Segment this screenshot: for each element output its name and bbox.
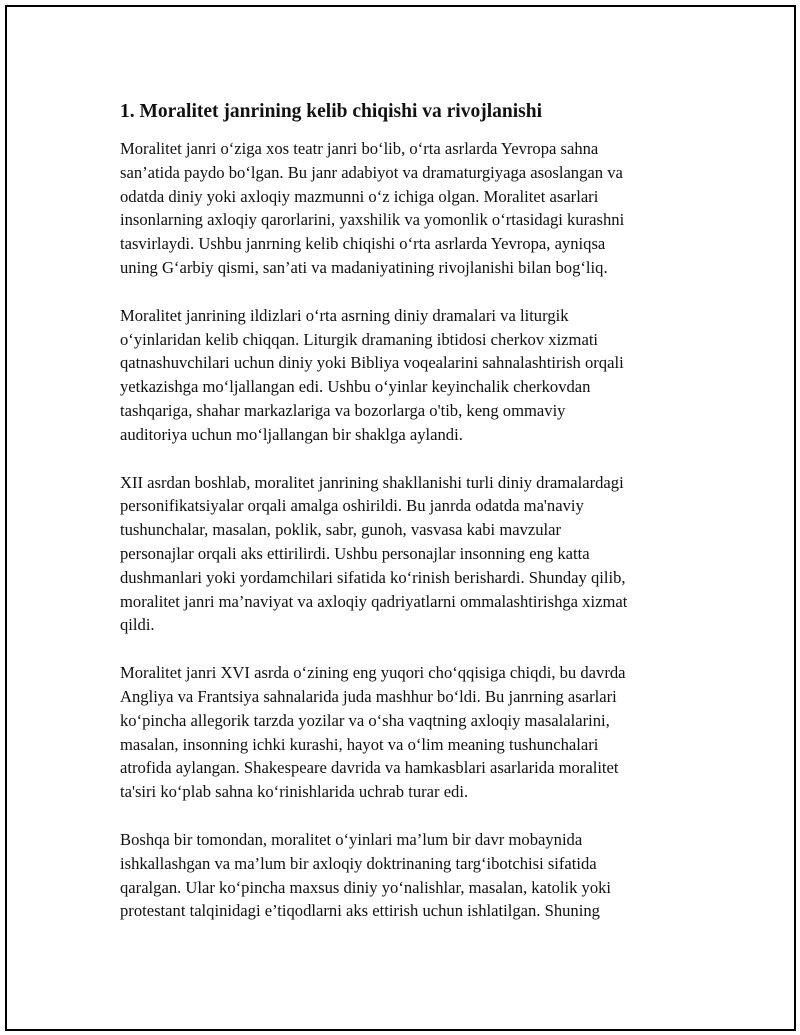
paragraph-line: ishkallashgan va ma’lum bir axloqiy doktrinaning targ‘ibotchisi sifatida — [120, 853, 597, 873]
paragraph-line: moralitet janri ma’naviyat va axloqiy qadriyatlarni ommalashtirishga xizmat — [120, 591, 628, 611]
paragraph-line: protestant talqinidagi e’tiqodlarni aks ettirish uchun ishlatilgan. Shuning — [120, 901, 600, 921]
paragraph-line: o‘yinlaridan kelib chiqqan. Liturgik dramaning ibtidosi cherkov xizmati — [120, 329, 599, 349]
paragraph-line: ta'siri ko‘plab sahna ko‘rinishlarida uchrab turar edi. — [120, 782, 469, 802]
paragraph-5 — [120, 828, 700, 923]
paragraph-3 — [120, 471, 700, 638]
paragraph-2 — [120, 304, 700, 447]
paragraph-line: atrofida aylangan. Shakespeare davrida va hamkasblari asarlarida moralitet — [120, 758, 619, 778]
paragraph-line: Moralitet janrining ildizlari o‘rta asrning diniy dramalari va liturgik — [120, 305, 569, 325]
paragraph-line: dushmanlari yoki yordamchilari sifatida ko‘rinish berishardi. Shunday qilib, — [120, 567, 626, 587]
paragraph-line: XII asrdan boshlab, moralitet janrining shakllanishi turli diniy dramalardagi — [120, 472, 624, 492]
paragraph-line: insonlarning axloqiy qarorlarini, yaxshilik va yomonlik o‘rtasidagi kurashni — [120, 210, 625, 230]
paragraph-line: odatda diniy yoki axloqiy mazmunni o‘z ichiga olgan. Moralitet asarlari — [120, 186, 599, 206]
paragraph-4 — [120, 661, 700, 804]
page-frame — [5, 5, 796, 1031]
paragraph-line: Boshqa bir tomondan, moralitet o‘yinlari ma’lum bir davr mobaynida — [120, 829, 583, 849]
section-heading: 1. Moralitet janrining kelib chiqishi va rivojlanishi — [120, 101, 542, 122]
paragraph-line: masalan, insonning ichki kurashi, hayot va o‘lim meaning tushunchalari — [120, 734, 599, 754]
paragraph-line: yetkazishga mo‘ljallangan edi. Ushbu o‘yinlar keyinchalik cherkovdan — [120, 377, 591, 397]
paragraph-line: san’atida paydo bo‘lgan. Bu janr adabiyot va dramaturgiyaga asoslangan va — [120, 162, 623, 182]
paragraph-line: auditoriya uchun mo‘ljallangan bir shaklga aylandi. — [120, 424, 463, 444]
paragraph-line: qatnashuvchilari uchun diniy yoki Bibliya voqealarini sahnalashtirish orqali — [120, 353, 624, 373]
paragraph-line: Moralitet janri o‘ziga xos teatr janri bo‘lib, o‘rta asrlarda Yevropa sahna — [120, 139, 599, 158]
paragraph-1 — [120, 137, 700, 280]
paragraph-line: Moralitet janri XVI asrda o‘zining eng yuqori cho‘qqisiga chiqdi, bu davrda — [120, 663, 626, 683]
document-body — [120, 99, 700, 947]
paragraph-line: tashqariga, shahar markazlariga va bozorlarga o'tib, keng ommaviy — [120, 400, 566, 420]
paragraph-line: Angliya va Frantsiya sahnalarida juda mashhur bo‘ldi. Bu janrning asarlari — [120, 686, 617, 706]
paragraph-line: tasvirlaydi. Ushbu janrning kelib chiqishi o‘rta asrlarda Yevropa, ayniqsa — [120, 234, 606, 254]
paragraph-line: personifikatsiyalar orqali amalga oshirildi. Bu janrda odatda ma'naviy — [120, 496, 584, 516]
paragraph-line: qaralgan. Ular ko‘pincha maxsus diniy yo‘nalishlar, masalan, katolik yoki — [120, 877, 612, 897]
paragraph-line: qildi. — [120, 615, 155, 635]
paragraph-line: uning G‘arbiy qismi, san’ati va madaniyatining rivojlanishi bilan bog‘liq. — [120, 257, 608, 277]
paragraph-line: ko‘pincha allegorik tarzda yozilar va o‘sha vaqtning axloqiy masalalarini, — [120, 710, 610, 730]
paragraph-line: tushunchalar, masalan, poklik, sabr, gunoh, vasvasa kabi mavzular — [120, 520, 562, 540]
paragraph-line: personajlar orqali aks ettirilirdi. Ushbu personajlar insonning eng katta — [120, 543, 590, 563]
